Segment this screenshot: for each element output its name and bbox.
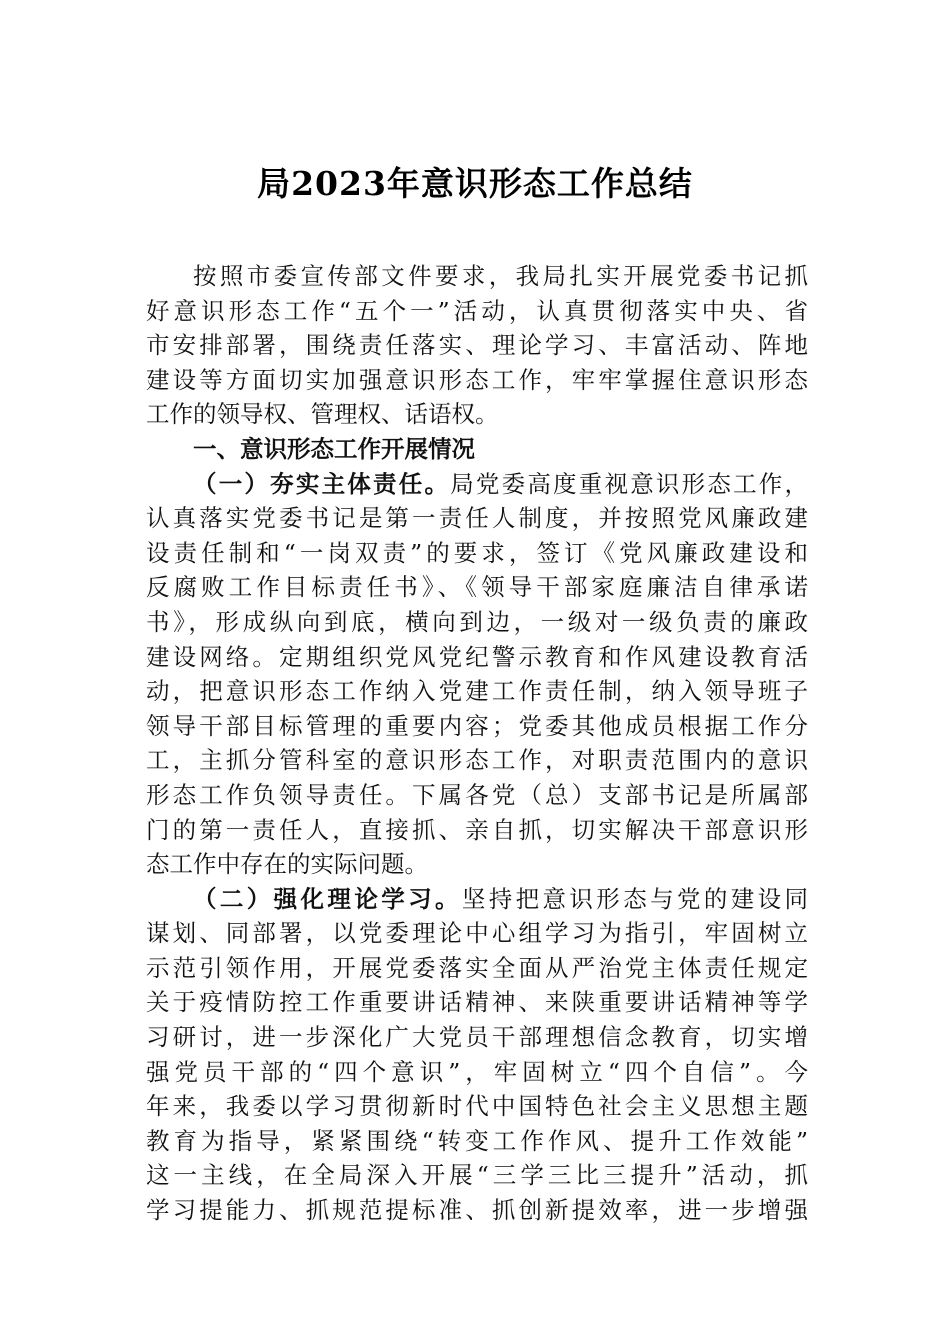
item2-line: 习研讨，进一步深化广大党员干部理想信念教育，切实增: [146, 1023, 808, 1052]
item1-line: 动，把意识形态工作纳入党建工作责任制，纳入领导班子: [146, 677, 808, 706]
item2-line: 这一主线，在全局深入开展“三学三比三提升”活动，抓: [146, 1161, 808, 1190]
item1-line: 形态工作负领导责任。下属各党（总）支部书记是所属部: [146, 780, 808, 809]
intro-line: 按照市委宣传部文件要求，我局扎实开展党委书记抓: [193, 262, 808, 290]
intro-line: 市安排部署，围绕责任落实、理论学习、丰富活动、阵地: [146, 331, 808, 360]
intro-line: 好意识形态工作“五个一”活动，认真贯彻落实中央、省: [146, 296, 808, 325]
document-body: [146, 259, 808, 1228]
item2-lead: （二）强化理论学习。: [193, 884, 462, 913]
item2-line: 关于疫情防控工作重要讲话精神、来陕重要讲话精神等学: [146, 988, 808, 1017]
item1-lead: （一）夯实主体责任。: [193, 469, 451, 498]
item1-line: 工，主抓分管科室的意识形态工作，对职责范围内的意识: [146, 746, 808, 775]
item2-line: 学习提能力、抓规范提标准、抓创新提效率，进一步增强: [146, 1196, 808, 1225]
item2-line: 坚持把意识形态与党的建设同: [461, 884, 808, 913]
section-heading: 一、意识形态工作开展情况: [193, 434, 475, 463]
intro-line: 工作的领导权、管理权、话语权。: [146, 400, 499, 429]
item2-line: 谋划、同部署，以党委理论中心组学习为指引，牢固树立: [146, 919, 808, 948]
item1-line: 认真落实党委书记是第一责任人制度，并按照党风廉政建: [146, 504, 808, 533]
document-title: 局2023年意识形态工作总结: [257, 164, 693, 203]
item1-line: 领导干部目标管理的重要内容；党委其他成员根据工作分: [146, 711, 808, 740]
item1-line: 建设网络。定期组织党风党纪警示教育和作风建设教育活: [146, 642, 808, 671]
item2-first-line: [146, 882, 808, 917]
item1-line: 局党委高度重视意识形态工作，: [450, 469, 808, 498]
item2-line: 示范引领作用，开展党委落实全面从严治党主体责任规定: [146, 953, 808, 982]
item1-line: 门的第一责任人，直接抓、亲自抓，切实解决干部意识形: [146, 815, 808, 844]
item2-line: 年来，我委以学习贯彻新时代中国特色社会主义思想主题: [146, 1092, 808, 1121]
item1-line: 书》，形成纵向到底，横向到边，一级对一级负责的廉政: [146, 607, 808, 636]
item2-line: 强党员干部的“四个意识”，牢固树立“四个自信”。今: [146, 1057, 808, 1086]
item1-line: 态工作中存在的实际问题。: [146, 850, 428, 879]
item1-line: 设责任制和“一岗双责”的要求，签订《党风廉政建设和: [146, 538, 808, 567]
item1-line: 反腐败工作目标责任书》、《领导干部家庭廉洁自律承诺: [146, 573, 808, 602]
intro-line: 建设等方面切实加强意识形态工作，牢牢掌握住意识形态: [146, 365, 808, 394]
item2-line: 教育为指导，紧紧围绕“转变工作作风、提升工作效能”: [146, 1126, 808, 1155]
item1-first-line: [146, 467, 808, 502]
